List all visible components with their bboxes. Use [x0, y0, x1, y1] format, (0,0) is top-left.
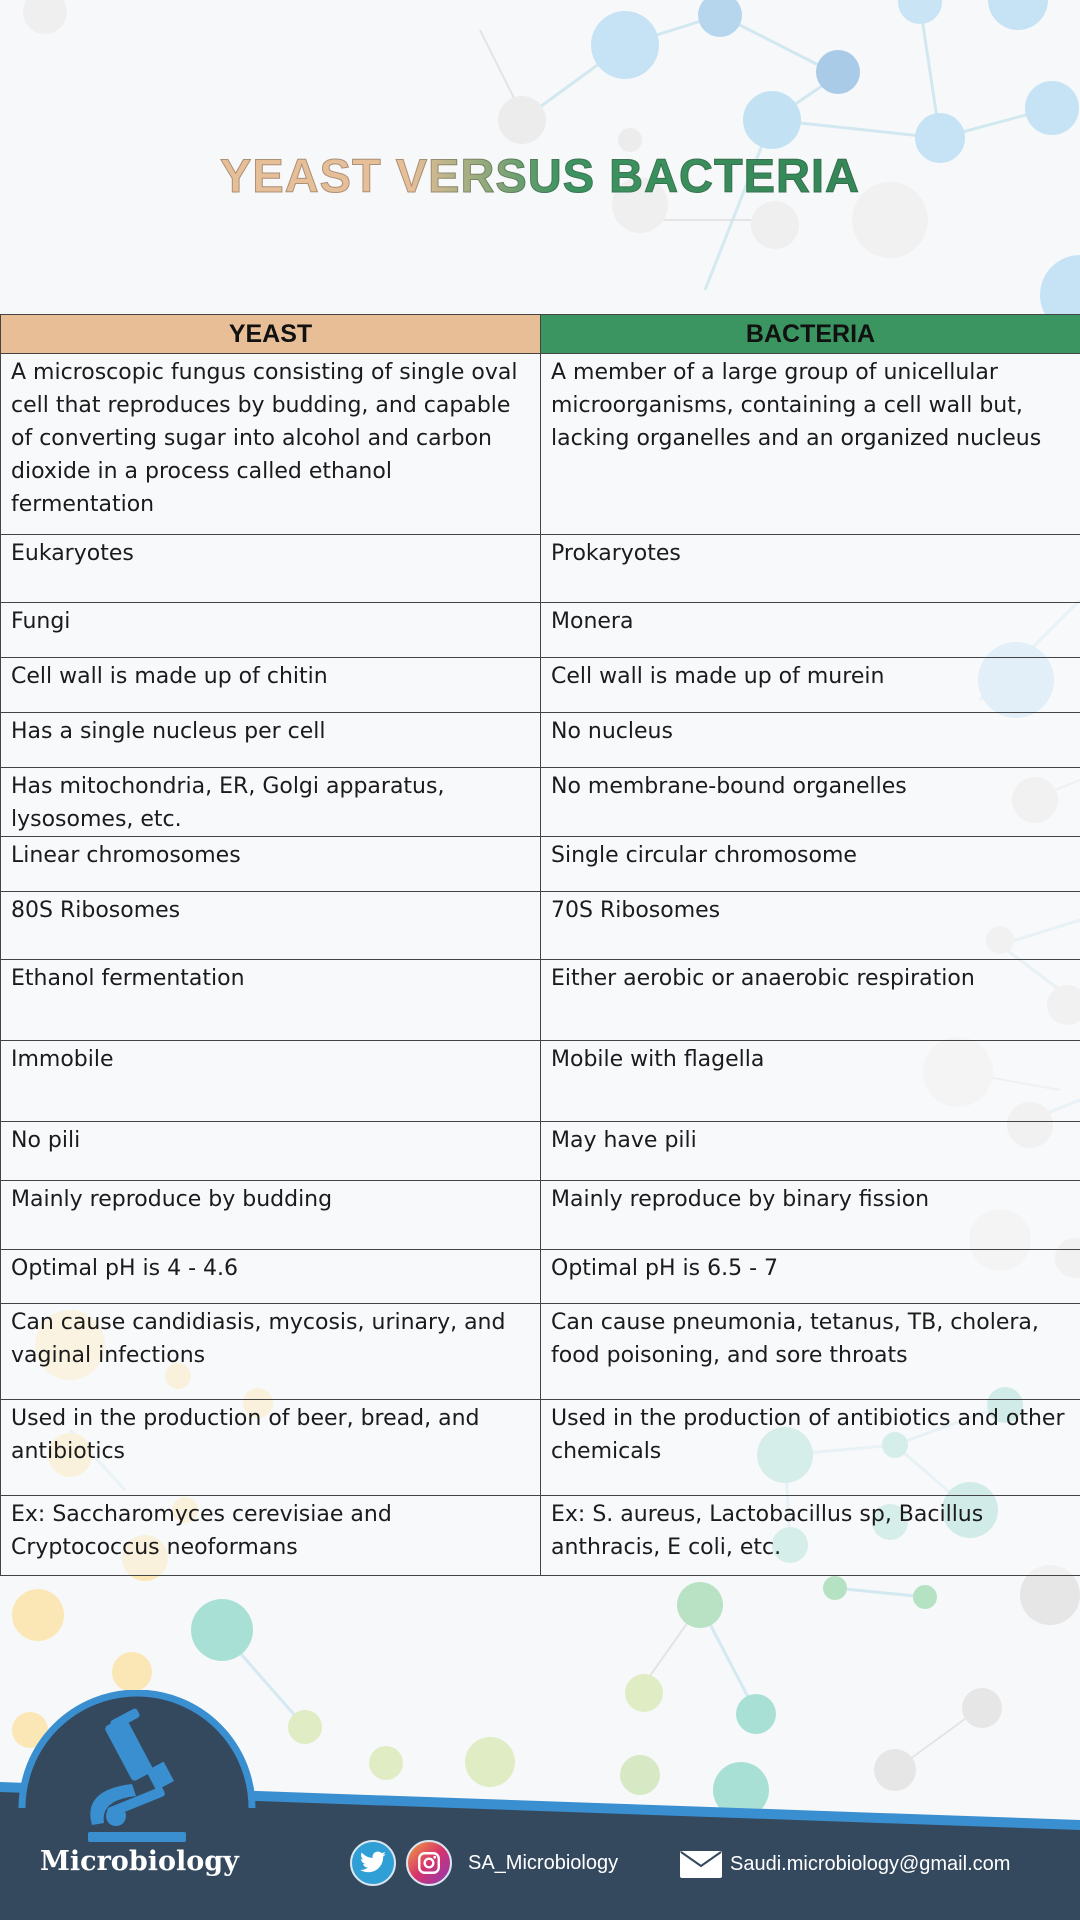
- bacteria-cell: 70S Ribosomes: [541, 892, 1080, 960]
- yeast-cell: Can cause candidiasis, mycosis, urinary, and vaginal infections: [1, 1304, 541, 1400]
- yeast-cell: Has mitochondria, ER, Golgi apparatus, lysosomes, etc.: [1, 768, 541, 837]
- bacteria-cell: Prokaryotes: [541, 535, 1080, 603]
- bacteria-cell: No nucleus: [541, 713, 1080, 768]
- yeast-cell: Optimal pH is 4 - 4.6: [1, 1250, 541, 1304]
- page-title: YEAST VERSUS BACTERIA: [0, 148, 1080, 203]
- table-row: [1, 1122, 1080, 1181]
- table-row: [1, 1496, 1080, 1576]
- table-row: [1, 1400, 1080, 1496]
- comparison-table-container: [0, 314, 1080, 1576]
- yeast-cell: Immobile: [1, 1041, 541, 1122]
- bacteria-cell: May have pili: [541, 1122, 1080, 1181]
- social-links: [350, 1839, 618, 1887]
- table-row: [1, 837, 1080, 892]
- yeast-cell: Ex: Saccharomyces cerevisiae and Cryptococcus neoformans: [1, 1496, 541, 1576]
- table-row: [1, 603, 1080, 658]
- bacteria-cell: Optimal pH is 6.5 - 7: [541, 1250, 1080, 1304]
- table-header-row: [1, 315, 1080, 354]
- bacteria-cell: Either aerobic or anaerobic respiration: [541, 960, 1080, 1041]
- yeast-cell: Fungi: [1, 603, 541, 658]
- brand-name: Microbiology: [40, 1846, 239, 1877]
- bacteria-cell: No membrane-bound organelles: [541, 768, 1080, 837]
- email-contact[interactable]: [680, 1851, 1010, 1878]
- comparison-table: [0, 314, 1080, 1576]
- table-row: [1, 713, 1080, 768]
- bacteria-cell: Mobile with flagella: [541, 1041, 1080, 1122]
- email-address[interactable]: Saudi.microbiology@gmail.com: [730, 1853, 1011, 1875]
- yeast-cell: Used in the production of beer, bread, and antibiotics: [1, 1400, 541, 1496]
- bacteria-cell: Cell wall is made up of murein: [541, 658, 1080, 713]
- yeast-cell: Mainly reproduce by budding: [1, 1181, 541, 1250]
- table-row: [1, 1181, 1080, 1250]
- table-row: [1, 658, 1080, 713]
- bacteria-cell: Can cause pneumonia, tetanus, TB, cholera, food poisoning, and sore throats: [541, 1304, 1080, 1400]
- yeast-cell: Cell wall is made up of chitin: [1, 658, 541, 713]
- table-row: [1, 535, 1080, 603]
- yeast-column-header: YEAST: [1, 315, 541, 354]
- yeast-cell: Eukaryotes: [1, 535, 541, 603]
- bacteria-cell: Monera: [541, 603, 1080, 658]
- yeast-cell: No pili: [1, 1122, 541, 1181]
- table-row: [1, 892, 1080, 960]
- table-row: [1, 1250, 1080, 1304]
- yeast-cell: Linear chromosomes: [1, 837, 541, 892]
- yeast-cell: Ethanol fermentation: [1, 960, 541, 1041]
- bacteria-cell: Used in the production of antibiotics and other chemicals: [541, 1400, 1080, 1496]
- twitter-icon[interactable]: [350, 1840, 396, 1886]
- yeast-cell: 80S Ribosomes: [1, 892, 541, 960]
- yeast-cell: A microscopic fungus consisting of single oval cell that reproduces by budding, and capable of converting sugar into alcohol and carbon dioxide in a process called ethanol fermentation: [1, 354, 541, 535]
- mail-icon: [680, 1851, 722, 1878]
- social-handle[interactable]: SA_Microbiology: [468, 1851, 619, 1874]
- bacteria-cell: Mainly reproduce by binary fission: [541, 1181, 1080, 1250]
- instagram-icon[interactable]: [406, 1840, 452, 1886]
- table-row: [1, 1304, 1080, 1400]
- table-row: [1, 960, 1080, 1041]
- table-row: [1, 354, 1080, 535]
- bacteria-cell: Single circular chromosome: [541, 837, 1080, 892]
- yeast-cell: Has a single nucleus per cell: [1, 713, 541, 768]
- bacteria-column-header: BACTERIA: [541, 315, 1080, 354]
- bacteria-cell: Ex: S. aureus, Lactobacillus sp, Bacillus anthracis, E coli, etc.: [541, 1496, 1080, 1576]
- table-row: [1, 1041, 1080, 1122]
- table-row: [1, 768, 1080, 837]
- bacteria-cell: A member of a large group of unicellular microorganisms, containing a cell wall but, lacking organelles and an organized nucleus: [541, 354, 1080, 535]
